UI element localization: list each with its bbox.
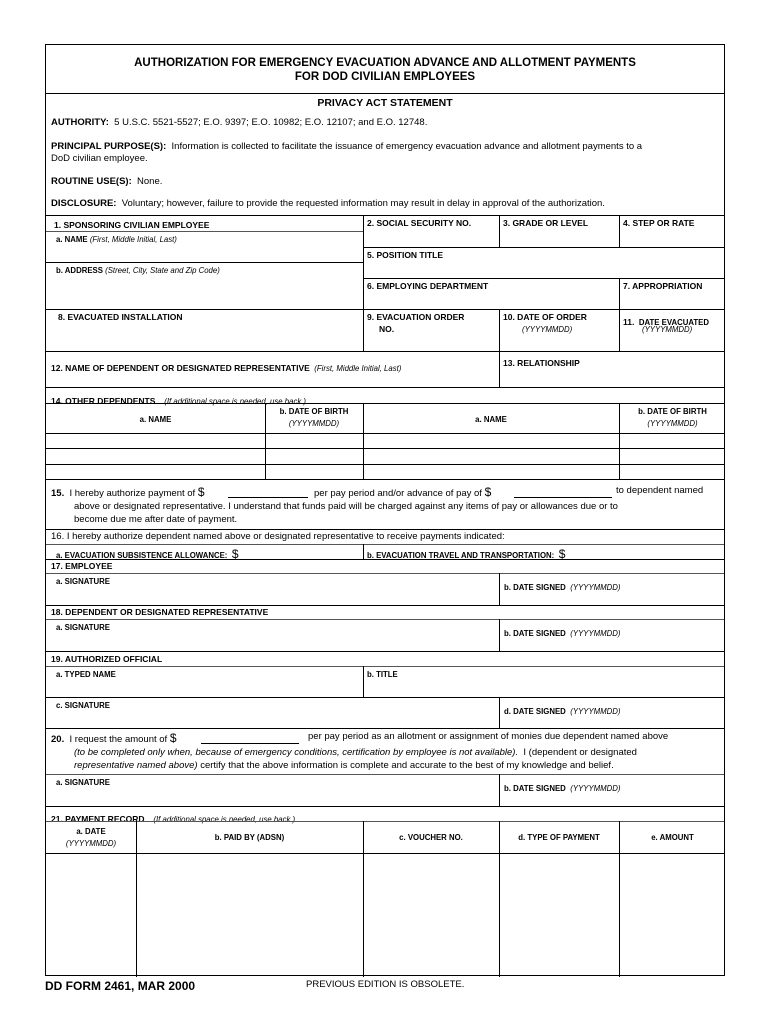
employee-signature-field[interactable]	[58, 587, 498, 603]
employee-name-field[interactable]	[58, 245, 358, 259]
block-15-text2: per pay period and/or advance of pay of $	[314, 485, 492, 499]
block-20-text2: per pay period as an allotment or assignment of monies due dependent named above	[308, 731, 669, 742]
block-9-label2: NO.	[379, 324, 395, 334]
block-16a-label: a. EVACUATION SUBSISTENCE ALLOWANCE: $	[56, 547, 239, 561]
dependents-name-header-1: a. NAME	[139, 415, 172, 424]
block-18b-label: b. DATE SIGNED (YYYYMMDD)	[504, 629, 621, 638]
block-16b-label: b. EVACUATION TRAVEL AND TRANSPORTATION: $	[367, 547, 566, 561]
block-17-label: 17. EMPLOYEE	[51, 561, 113, 571]
block-1-label: 1. SPONSORING CIVILIAN EMPLOYEE	[54, 220, 210, 230]
block-7-label: 7. APPROPRIATION	[623, 281, 703, 291]
payment-record-rows[interactable]	[48, 857, 724, 973]
form-title-line2: FOR DOD CIVILIAN EMPLOYEES	[294, 71, 476, 83]
block-9-label: 9. EVACUATION ORDER	[367, 312, 465, 322]
privacy-heading: PRIVACY ACT STATEMENT	[317, 97, 453, 109]
form-title-line1: AUTHORIZATION FOR EMERGENCY EVACUATION ADVANCE AND ALLOTMENT PAYMENTS	[134, 57, 636, 69]
block-20-text4: representative named above) certify that the above information is complete and accurate to the best of my knowledge and belief.	[74, 760, 614, 771]
block-19c-label: c. SIGNATURE	[56, 701, 111, 710]
block-20-text1: 20. I request the amount of $	[51, 731, 177, 745]
block-11-label: 11. DATE EVACUATED	[623, 317, 709, 327]
dependent-signature-field[interactable]	[58, 633, 498, 649]
employee-address-field[interactable]	[58, 277, 358, 307]
block-19b-label: b. TITLE	[367, 670, 398, 679]
payment-col-voucher: c. VOUCHER NO.	[399, 833, 463, 842]
block-19d-label: d. DATE SIGNED (YYYYMMDD)	[504, 707, 621, 716]
block-19-label: 19. AUTHORIZED OFFICIAL	[51, 654, 163, 664]
payment-col-paid-by: b. PAID BY (ADSN)	[214, 833, 285, 842]
block-18a-label: a. SIGNATURE	[56, 623, 111, 632]
purpose-line: PRINCIPAL PURPOSE(S): Information is collected to facilitate the issuance of emergency evacuation advance and allotment payments to a	[51, 141, 643, 152]
dependents-name-header-2: a. NAME	[475, 415, 507, 424]
block-14-label: 14. OTHER DEPENDENTS (If additional space is needed, use back.)	[51, 396, 307, 406]
block-20b-label: b. DATE SIGNED (YYYYMMDD)	[504, 784, 621, 793]
dependents-dob-hint-2: (YYYYMMDD)	[647, 419, 698, 428]
block-15-text4: above or designated representative. I understand that funds paid will be charged against any items of pay or allowances due or to	[74, 501, 618, 512]
authority-line: AUTHORITY: 5 U.S.C. 5521-5527; E.O. 9397; E.O. 10982; E.O. 12107; and E.O. 12748.	[51, 117, 428, 128]
block-17a-label: a. SIGNATURE	[56, 577, 111, 586]
block-21-label: 21. PAYMENT RECORD (If additional space is needed, use back.)	[51, 814, 296, 824]
block-8-label: 8. EVACUATED INSTALLATION	[58, 312, 183, 322]
block-18-label: 18. DEPENDENT OR DESIGNATED REPRESENTATIVE	[51, 607, 269, 617]
payment-col-amount: e. AMOUNT	[651, 833, 694, 842]
block-15-text5: become due me after date of payment.	[74, 514, 238, 525]
payment-col-date: a. DATE	[76, 827, 106, 836]
block-1b-label: b. ADDRESS (Street, City, State and Zip Code)	[56, 266, 220, 275]
block-16-text: 16. I hereby authorize dependent named above or designated representative to receive payments indicated:	[51, 531, 505, 542]
form-id: DD FORM 2461, MAR 2000	[45, 979, 196, 993]
dependents-dob-header-2: b. DATE OF BIRTH	[638, 407, 707, 416]
dependents-dob-hint-1: (YYYYMMDD)	[288, 419, 340, 428]
dependents-dob-header-1: b. DATE OF BIRTH	[279, 407, 349, 416]
block-12-label: 12. NAME OF DEPENDENT OR DESIGNATED REPRESENTATIVE (First, Middle Initial, Last)	[51, 363, 402, 373]
block-3-label: 3. GRADE OR LEVEL	[503, 218, 589, 228]
advance-amount-field[interactable]	[228, 497, 308, 498]
pay-advance-field[interactable]	[514, 497, 612, 498]
block-13-label: 13. RELATIONSHIP	[503, 358, 580, 368]
block-15-text1: 15. I hereby authorize payment of $	[51, 485, 205, 499]
block-20a-label: a. SIGNATURE	[56, 778, 111, 787]
purpose-line2: DoD civilian employee.	[51, 153, 148, 164]
payment-col-date-hint: (YYYYMMDD)	[65, 839, 117, 848]
block-17b-label: b. DATE SIGNED (YYYYMMDD)	[504, 583, 621, 592]
disclosure-line: DISCLOSURE: Voluntary; however, failure to provide the requested information may result in delay in approval of the authorization.	[51, 198, 605, 209]
payment-col-type: d. TYPE OF PAYMENT	[518, 833, 600, 842]
block-11-hint: (YYYYMMDD)	[642, 325, 693, 334]
block-10-hint: (YYYYMMDD)	[522, 325, 573, 334]
block-2-label: 2. SOCIAL SECURITY NO.	[367, 218, 472, 228]
obsolete-note: PREVIOUS EDITION IS OBSOLETE.	[306, 979, 465, 990]
routine-line: ROUTINE USE(S): None.	[51, 176, 163, 187]
block-5-label: 5. POSITION TITLE	[367, 250, 444, 260]
block-19a-label: a. TYPED NAME	[56, 670, 116, 679]
block-15-text3: to dependent named	[616, 485, 704, 496]
block-4-label: 4. STEP OR RATE	[623, 218, 695, 228]
block-20-text3: (to be completed only when, because of emergency conditions, certification by employee is not available). I (dependent or designated	[74, 747, 637, 758]
block-6-label: 6. EMPLOYING DEPARTMENT	[367, 281, 489, 291]
block-1a-label: a. NAME (First, Middle Initial, Last)	[56, 235, 177, 244]
allotment-amount-field[interactable]	[201, 743, 299, 744]
block-10-label: 10. DATE OF ORDER	[503, 312, 587, 322]
form-body	[45, 44, 725, 976]
